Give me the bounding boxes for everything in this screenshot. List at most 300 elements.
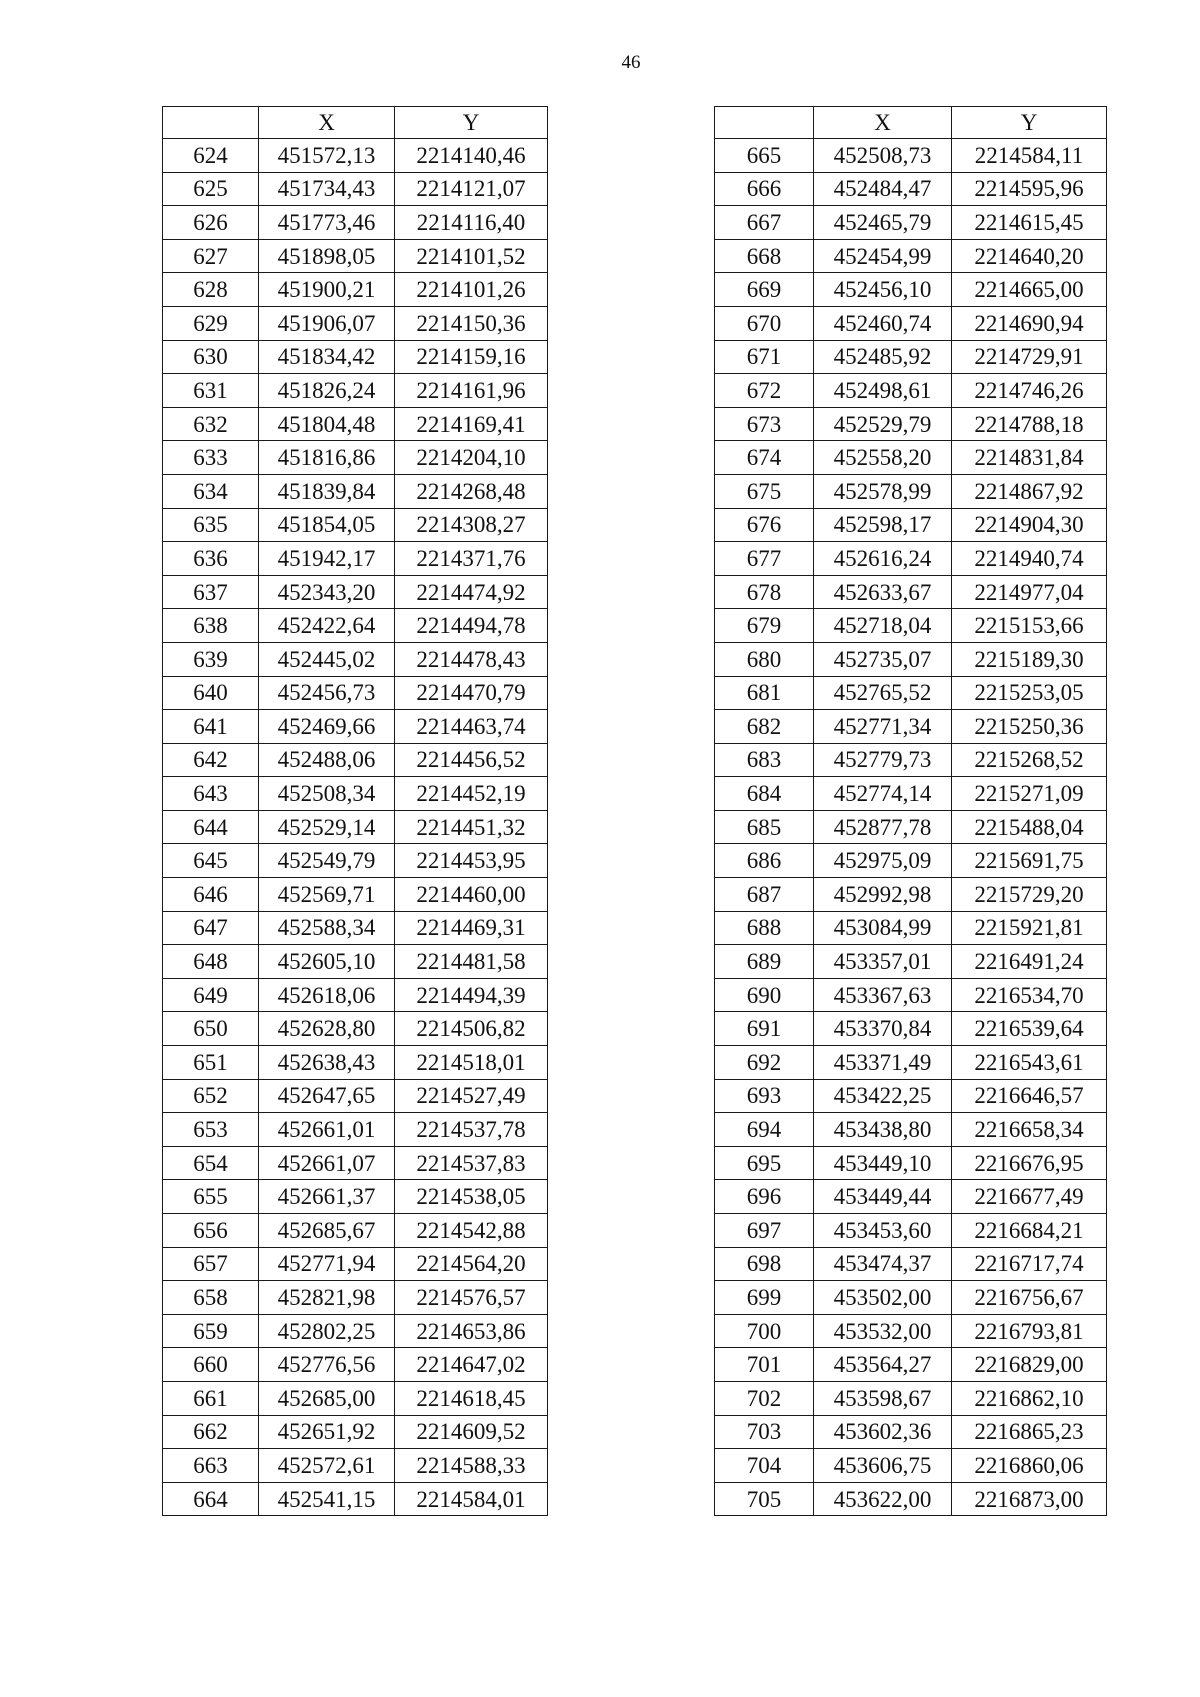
x-coordinate-cell: 452992,98 — [814, 878, 952, 912]
x-coordinate-cell: 452771,34 — [814, 710, 952, 744]
point-number-cell: 672 — [715, 374, 814, 408]
y-coordinate-cell: 2214584,11 — [952, 139, 1107, 173]
x-coordinate-cell: 453622,00 — [814, 1482, 952, 1516]
point-number-cell: 705 — [715, 1482, 814, 1516]
x-coordinate-cell: 452877,78 — [814, 810, 952, 844]
y-coordinate-cell: 2214456,52 — [395, 743, 548, 777]
point-number-cell: 678 — [715, 575, 814, 609]
table-row — [163, 1381, 548, 1415]
point-number-cell: 667 — [715, 206, 814, 240]
y-coordinate-cell: 2214618,45 — [395, 1381, 548, 1415]
table-row — [163, 273, 548, 307]
table-row — [715, 1381, 1107, 1415]
table-row — [715, 710, 1107, 744]
x-coordinate-cell: 453367,63 — [814, 978, 952, 1012]
point-number-cell: 677 — [715, 542, 814, 576]
x-coordinate-cell: 452661,37 — [259, 1180, 395, 1214]
table-row — [715, 474, 1107, 508]
point-number-cell: 689 — [715, 945, 814, 979]
x-coordinate-cell: 452549,79 — [259, 844, 395, 878]
table-row — [715, 1449, 1107, 1483]
y-coordinate-cell: 2214588,33 — [395, 1449, 548, 1483]
point-number-cell: 636 — [163, 542, 259, 576]
point-number-cell: 644 — [163, 810, 259, 844]
table-row — [715, 676, 1107, 710]
table-header-row — [163, 107, 548, 139]
y-coordinate-cell: 2215250,36 — [952, 710, 1107, 744]
x-coordinate-cell: 451839,84 — [259, 474, 395, 508]
x-coordinate-cell: 451906,07 — [259, 306, 395, 340]
x-coordinate-cell: 452529,14 — [259, 810, 395, 844]
y-coordinate-cell: 2215271,09 — [952, 777, 1107, 811]
x-coordinate-cell: 452605,10 — [259, 945, 395, 979]
y-coordinate-cell: 2214653,86 — [395, 1314, 548, 1348]
x-coordinate-cell: 452456,73 — [259, 676, 395, 710]
y-coordinate-cell: 2214159,16 — [395, 340, 548, 374]
table-row — [163, 1046, 548, 1080]
y-coordinate-cell: 2214831,84 — [952, 441, 1107, 475]
table-row — [163, 1415, 548, 1449]
table-row — [715, 340, 1107, 374]
table-row — [715, 743, 1107, 777]
table-row — [163, 206, 548, 240]
table-row — [163, 1180, 548, 1214]
x-coordinate-cell: 453564,27 — [814, 1348, 952, 1382]
x-coordinate-cell: 453453,60 — [814, 1214, 952, 1248]
point-number-cell: 664 — [163, 1482, 259, 1516]
point-number-cell: 691 — [715, 1012, 814, 1046]
x-coordinate-cell: 453422,25 — [814, 1079, 952, 1113]
x-coordinate-cell: 452558,20 — [814, 441, 952, 475]
table-row — [715, 575, 1107, 609]
table-row — [715, 407, 1107, 441]
y-coordinate-cell: 2214647,02 — [395, 1348, 548, 1382]
table-row — [163, 306, 548, 340]
x-coordinate-cell: 453474,37 — [814, 1247, 952, 1281]
point-number-cell: 654 — [163, 1146, 259, 1180]
x-coordinate-cell: 452508,34 — [259, 777, 395, 811]
x-coordinate-cell: 451900,21 — [259, 273, 395, 307]
table-row — [715, 1314, 1107, 1348]
table-row — [163, 1482, 548, 1516]
point-number-cell: 651 — [163, 1046, 259, 1080]
x-coordinate-cell: 452454,99 — [814, 239, 952, 273]
point-number-cell: 669 — [715, 273, 814, 307]
table-row — [715, 1415, 1107, 1449]
y-coordinate-cell: 2214904,30 — [952, 508, 1107, 542]
point-number-cell: 628 — [163, 273, 259, 307]
point-number-cell: 700 — [715, 1314, 814, 1348]
x-coordinate-cell: 453502,00 — [814, 1281, 952, 1315]
y-coordinate-cell: 2215921,81 — [952, 911, 1107, 945]
point-number-cell: 649 — [163, 978, 259, 1012]
table-row — [163, 1079, 548, 1113]
point-number-cell: 680 — [715, 642, 814, 676]
point-number-cell: 673 — [715, 407, 814, 441]
y-coordinate-cell: 2216646,57 — [952, 1079, 1107, 1113]
y-coordinate-cell: 2214169,41 — [395, 407, 548, 441]
table-row — [163, 676, 548, 710]
table-row — [715, 1247, 1107, 1281]
point-number-cell: 631 — [163, 374, 259, 408]
y-coordinate-cell: 2215488,04 — [952, 810, 1107, 844]
x-coordinate-cell: 452572,61 — [259, 1449, 395, 1483]
table-body — [163, 139, 548, 1516]
table-row — [715, 542, 1107, 576]
x-coordinate-cell: 452484,47 — [814, 172, 952, 206]
column-header-y: Y — [952, 107, 1107, 139]
table-row — [163, 777, 548, 811]
point-number-cell: 658 — [163, 1281, 259, 1315]
point-number-cell: 656 — [163, 1214, 259, 1248]
table-row — [715, 1012, 1107, 1046]
y-coordinate-cell: 2216676,95 — [952, 1146, 1107, 1180]
point-number-cell: 652 — [163, 1079, 259, 1113]
x-coordinate-cell: 451826,24 — [259, 374, 395, 408]
table-row — [163, 844, 548, 878]
table-row — [163, 710, 548, 744]
y-coordinate-cell: 2214121,07 — [395, 172, 548, 206]
x-coordinate-cell: 452485,92 — [814, 340, 952, 374]
x-coordinate-cell: 451773,46 — [259, 206, 395, 240]
y-coordinate-cell: 2214576,57 — [395, 1281, 548, 1315]
x-coordinate-cell: 452651,92 — [259, 1415, 395, 1449]
x-coordinate-cell: 451854,05 — [259, 508, 395, 542]
table-row — [163, 374, 548, 408]
y-coordinate-cell: 2216677,49 — [952, 1180, 1107, 1214]
y-coordinate-cell: 2214463,74 — [395, 710, 548, 744]
y-coordinate-cell: 2215729,20 — [952, 878, 1107, 912]
table-row — [163, 878, 548, 912]
table-row — [163, 743, 548, 777]
table-row — [163, 1113, 548, 1147]
point-number-cell: 655 — [163, 1180, 259, 1214]
y-coordinate-cell: 2215153,66 — [952, 609, 1107, 643]
table-row — [715, 777, 1107, 811]
point-number-cell: 637 — [163, 575, 259, 609]
x-coordinate-cell: 452975,09 — [814, 844, 952, 878]
point-number-cell: 679 — [715, 609, 814, 643]
table-row — [163, 575, 548, 609]
point-number-cell: 695 — [715, 1146, 814, 1180]
table-row — [163, 1214, 548, 1248]
x-coordinate-cell: 453606,75 — [814, 1449, 952, 1483]
x-coordinate-cell: 452685,00 — [259, 1381, 395, 1415]
point-number-cell: 653 — [163, 1113, 259, 1147]
table-row — [715, 1348, 1107, 1382]
y-coordinate-cell: 2214481,58 — [395, 945, 548, 979]
point-number-cell: 703 — [715, 1415, 814, 1449]
table-row — [715, 1281, 1107, 1315]
y-coordinate-cell: 2214371,76 — [395, 542, 548, 576]
x-coordinate-cell: 452616,24 — [814, 542, 952, 576]
table-row — [715, 1113, 1107, 1147]
point-number-cell: 626 — [163, 206, 259, 240]
x-coordinate-cell: 453449,10 — [814, 1146, 952, 1180]
table-row — [715, 1079, 1107, 1113]
point-number-cell: 682 — [715, 710, 814, 744]
table-row — [163, 407, 548, 441]
point-number-cell: 683 — [715, 743, 814, 777]
x-coordinate-cell: 453370,84 — [814, 1012, 952, 1046]
x-coordinate-cell: 452633,67 — [814, 575, 952, 609]
y-coordinate-cell: 2215268,52 — [952, 743, 1107, 777]
y-coordinate-cell: 2216539,64 — [952, 1012, 1107, 1046]
y-coordinate-cell: 2214452,19 — [395, 777, 548, 811]
table-row — [163, 1449, 548, 1483]
x-coordinate-cell: 452465,79 — [814, 206, 952, 240]
x-coordinate-cell: 452469,66 — [259, 710, 395, 744]
table-row — [715, 1214, 1107, 1248]
point-number-cell: 687 — [715, 878, 814, 912]
y-coordinate-cell: 2214518,01 — [395, 1046, 548, 1080]
point-number-cell: 681 — [715, 676, 814, 710]
point-number-cell: 688 — [715, 911, 814, 945]
table-row — [163, 911, 548, 945]
y-coordinate-cell: 2214867,92 — [952, 474, 1107, 508]
x-coordinate-cell: 452779,73 — [814, 743, 952, 777]
y-coordinate-cell: 2216684,21 — [952, 1214, 1107, 1248]
coordinates-table-left — [162, 106, 548, 1516]
x-coordinate-cell: 453532,00 — [814, 1314, 952, 1348]
x-coordinate-cell: 452460,74 — [814, 306, 952, 340]
column-header-point — [715, 107, 814, 139]
x-coordinate-cell: 453602,36 — [814, 1415, 952, 1449]
table-row — [715, 306, 1107, 340]
y-coordinate-cell: 2214538,05 — [395, 1180, 548, 1214]
y-coordinate-cell: 2214140,46 — [395, 139, 548, 173]
table-row — [163, 474, 548, 508]
x-coordinate-cell: 451834,42 — [259, 340, 395, 374]
point-number-cell: 694 — [715, 1113, 814, 1147]
x-coordinate-cell: 452508,73 — [814, 139, 952, 173]
x-coordinate-cell: 452618,06 — [259, 978, 395, 1012]
y-coordinate-cell: 2214470,79 — [395, 676, 548, 710]
point-number-cell: 671 — [715, 340, 814, 374]
table-row — [163, 642, 548, 676]
point-number-cell: 625 — [163, 172, 259, 206]
y-coordinate-cell: 2214977,04 — [952, 575, 1107, 609]
table-row — [715, 844, 1107, 878]
y-coordinate-cell: 2214746,26 — [952, 374, 1107, 408]
y-coordinate-cell: 2214640,20 — [952, 239, 1107, 273]
x-coordinate-cell: 452569,71 — [259, 878, 395, 912]
point-number-cell: 701 — [715, 1348, 814, 1382]
point-number-cell: 660 — [163, 1348, 259, 1382]
table-row — [163, 1146, 548, 1180]
x-coordinate-cell: 451572,13 — [259, 139, 395, 173]
y-coordinate-cell: 2214451,32 — [395, 810, 548, 844]
table-row — [715, 206, 1107, 240]
y-coordinate-cell: 2214940,74 — [952, 542, 1107, 576]
x-coordinate-cell: 452588,34 — [259, 911, 395, 945]
y-coordinate-cell: 2214537,78 — [395, 1113, 548, 1147]
table-row — [163, 1012, 548, 1046]
y-coordinate-cell: 2214150,36 — [395, 306, 548, 340]
y-coordinate-cell: 2214101,52 — [395, 239, 548, 273]
point-number-cell: 675 — [715, 474, 814, 508]
x-coordinate-cell: 452821,98 — [259, 1281, 395, 1315]
point-number-cell: 647 — [163, 911, 259, 945]
x-coordinate-cell: 452456,10 — [814, 273, 952, 307]
y-coordinate-cell: 2214101,26 — [395, 273, 548, 307]
y-coordinate-cell: 2214584,01 — [395, 1482, 548, 1516]
point-number-cell: 674 — [715, 441, 814, 475]
point-number-cell: 696 — [715, 1180, 814, 1214]
point-number-cell: 639 — [163, 642, 259, 676]
table-row — [715, 878, 1107, 912]
point-number-cell: 670 — [715, 306, 814, 340]
y-coordinate-cell: 2214506,82 — [395, 1012, 548, 1046]
table-row — [163, 542, 548, 576]
table-row — [715, 1180, 1107, 1214]
x-coordinate-cell: 451898,05 — [259, 239, 395, 273]
y-coordinate-cell: 2214469,31 — [395, 911, 548, 945]
point-number-cell: 627 — [163, 239, 259, 273]
point-number-cell: 699 — [715, 1281, 814, 1315]
point-number-cell: 684 — [715, 777, 814, 811]
y-coordinate-cell: 2214204,10 — [395, 441, 548, 475]
point-number-cell: 704 — [715, 1449, 814, 1483]
x-coordinate-cell: 451734,43 — [259, 172, 395, 206]
y-coordinate-cell: 2214474,92 — [395, 575, 548, 609]
point-number-cell: 665 — [715, 139, 814, 173]
y-coordinate-cell: 2214478,43 — [395, 642, 548, 676]
y-coordinate-cell: 2214161,96 — [395, 374, 548, 408]
y-coordinate-cell: 2214690,94 — [952, 306, 1107, 340]
y-coordinate-cell: 2214460,00 — [395, 878, 548, 912]
y-coordinate-cell: 2214453,95 — [395, 844, 548, 878]
table-row — [715, 1146, 1107, 1180]
point-number-cell: 663 — [163, 1449, 259, 1483]
table-row — [163, 239, 548, 273]
table-row — [163, 172, 548, 206]
y-coordinate-cell: 2215189,30 — [952, 642, 1107, 676]
point-number-cell: 632 — [163, 407, 259, 441]
y-coordinate-cell: 2214537,83 — [395, 1146, 548, 1180]
coordinates-table-right — [714, 106, 1107, 1516]
y-coordinate-cell: 2214564,20 — [395, 1247, 548, 1281]
table-row — [715, 642, 1107, 676]
y-coordinate-cell: 2214527,49 — [395, 1079, 548, 1113]
y-coordinate-cell: 2214615,45 — [952, 206, 1107, 240]
y-coordinate-cell: 2215253,05 — [952, 676, 1107, 710]
point-number-cell: 642 — [163, 743, 259, 777]
point-number-cell: 640 — [163, 676, 259, 710]
table-row — [715, 239, 1107, 273]
x-coordinate-cell: 452445,02 — [259, 642, 395, 676]
y-coordinate-cell: 2216534,70 — [952, 978, 1107, 1012]
point-number-cell: 629 — [163, 306, 259, 340]
point-number-cell: 624 — [163, 139, 259, 173]
table-row — [163, 1348, 548, 1382]
point-number-cell: 643 — [163, 777, 259, 811]
x-coordinate-cell: 452802,25 — [259, 1314, 395, 1348]
point-number-cell: 641 — [163, 710, 259, 744]
point-number-cell: 659 — [163, 1314, 259, 1348]
table-row — [163, 945, 548, 979]
point-number-cell: 630 — [163, 340, 259, 374]
y-coordinate-cell: 2216865,23 — [952, 1415, 1107, 1449]
x-coordinate-cell: 452578,99 — [814, 474, 952, 508]
point-number-cell: 657 — [163, 1247, 259, 1281]
point-number-cell: 634 — [163, 474, 259, 508]
x-coordinate-cell: 452628,80 — [259, 1012, 395, 1046]
column-header-point — [163, 107, 259, 139]
x-coordinate-cell: 452661,07 — [259, 1146, 395, 1180]
point-number-cell: 697 — [715, 1214, 814, 1248]
table-row — [715, 172, 1107, 206]
x-coordinate-cell: 452541,15 — [259, 1482, 395, 1516]
point-number-cell: 638 — [163, 609, 259, 643]
x-coordinate-cell: 452647,65 — [259, 1079, 395, 1113]
table-row — [715, 1482, 1107, 1516]
x-coordinate-cell: 452685,67 — [259, 1214, 395, 1248]
table-row — [715, 508, 1107, 542]
table-row — [163, 139, 548, 173]
point-number-cell: 702 — [715, 1381, 814, 1415]
point-number-cell: 692 — [715, 1046, 814, 1080]
table-row — [715, 441, 1107, 475]
table-row — [715, 273, 1107, 307]
column-header-x: X — [259, 107, 395, 139]
table-row — [163, 1281, 548, 1315]
y-coordinate-cell: 2216829,00 — [952, 1348, 1107, 1382]
x-coordinate-cell: 453438,80 — [814, 1113, 952, 1147]
x-coordinate-cell: 452776,56 — [259, 1348, 395, 1382]
point-number-cell: 686 — [715, 844, 814, 878]
y-coordinate-cell: 2216717,74 — [952, 1247, 1107, 1281]
y-coordinate-cell: 2214665,00 — [952, 273, 1107, 307]
x-coordinate-cell: 452718,04 — [814, 609, 952, 643]
x-coordinate-cell: 452765,52 — [814, 676, 952, 710]
point-number-cell: 645 — [163, 844, 259, 878]
point-number-cell: 685 — [715, 810, 814, 844]
y-coordinate-cell: 2216756,67 — [952, 1281, 1107, 1315]
y-coordinate-cell: 2214308,27 — [395, 508, 548, 542]
x-coordinate-cell: 452598,17 — [814, 508, 952, 542]
y-coordinate-cell: 2216793,81 — [952, 1314, 1107, 1348]
y-coordinate-cell: 2214542,88 — [395, 1214, 548, 1248]
x-coordinate-cell: 451804,48 — [259, 407, 395, 441]
point-number-cell: 668 — [715, 239, 814, 273]
table-row — [715, 978, 1107, 1012]
point-number-cell: 662 — [163, 1415, 259, 1449]
x-coordinate-cell: 452638,43 — [259, 1046, 395, 1080]
x-coordinate-cell: 453357,01 — [814, 945, 952, 979]
table-row — [715, 1046, 1107, 1080]
y-coordinate-cell: 2216491,24 — [952, 945, 1107, 979]
table-row — [715, 374, 1107, 408]
table-header-row — [715, 107, 1107, 139]
point-number-cell: 646 — [163, 878, 259, 912]
page-number: 46 — [621, 52, 641, 73]
y-coordinate-cell: 2214788,18 — [952, 407, 1107, 441]
x-coordinate-cell: 453598,67 — [814, 1381, 952, 1415]
x-coordinate-cell: 452343,20 — [259, 575, 395, 609]
y-coordinate-cell: 2214595,96 — [952, 172, 1107, 206]
x-coordinate-cell: 452488,06 — [259, 743, 395, 777]
x-coordinate-cell: 453449,44 — [814, 1180, 952, 1214]
table-row — [163, 340, 548, 374]
table-row — [163, 1314, 548, 1348]
point-number-cell: 698 — [715, 1247, 814, 1281]
table-row — [715, 139, 1107, 173]
point-number-cell: 661 — [163, 1381, 259, 1415]
y-coordinate-cell: 2214609,52 — [395, 1415, 548, 1449]
x-coordinate-cell: 452498,61 — [814, 374, 952, 408]
table-row — [163, 609, 548, 643]
